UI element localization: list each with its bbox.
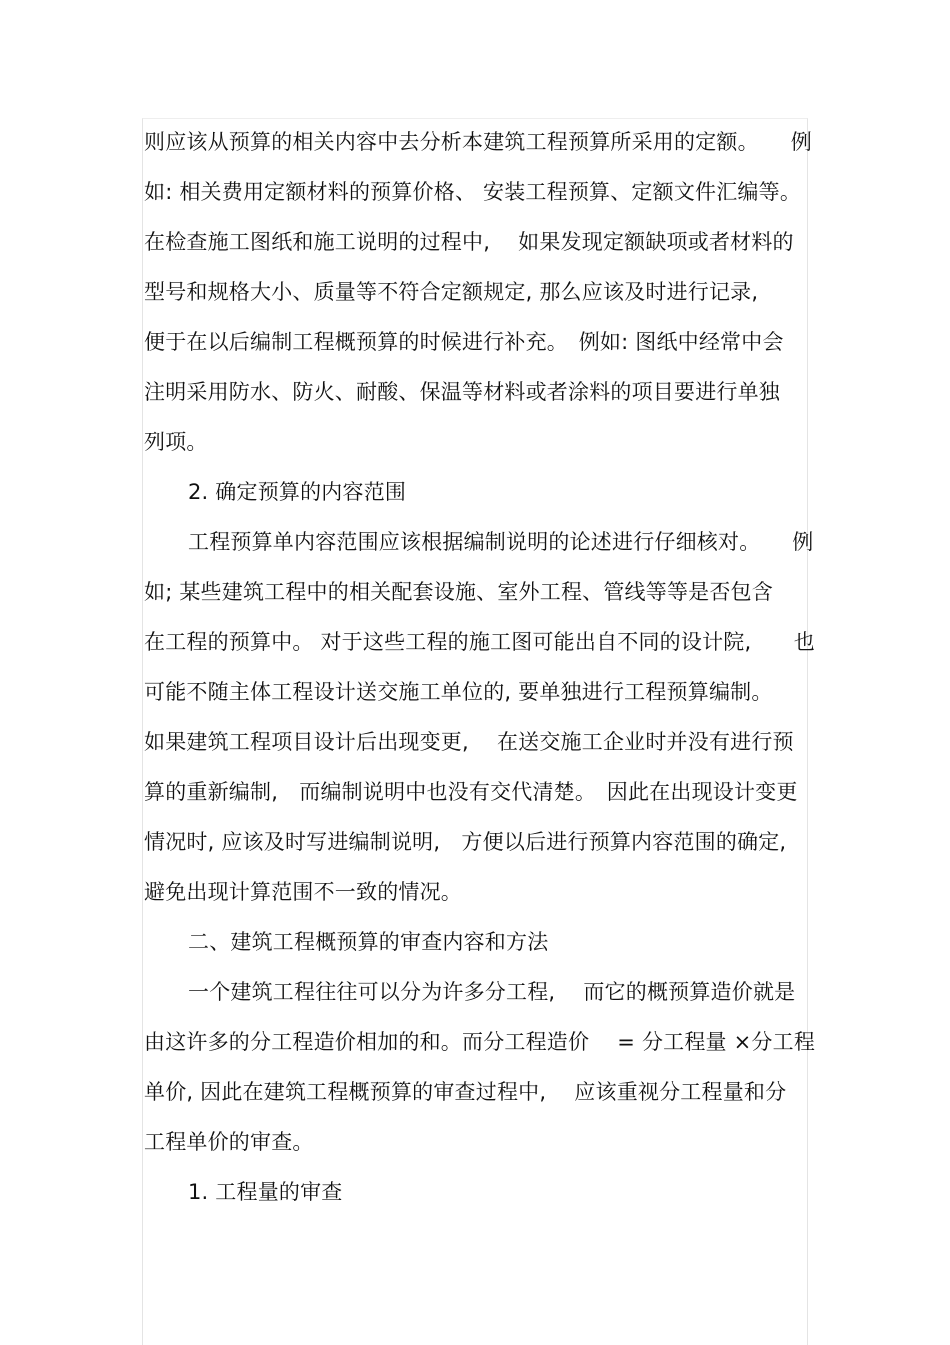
section-heading: 二、建筑工程概预算的审查内容和方法 bbox=[188, 930, 549, 954]
paragraph-line: 情况时, 应该及时写进编制说明, 方便以后进行预算内容范围的确定, bbox=[144, 830, 787, 854]
paragraph-line: 如果建筑工程项目设计后出现变更, 在送交施工企业时并没有进行预 bbox=[144, 730, 794, 754]
paragraph-line: 如: 相关费用定额材料的预算价格、 安装工程预算、定额文件汇编等。 bbox=[144, 180, 802, 204]
paragraph-line: 型号和规格大小、质量等不符合定额规定, 那么应该及时进行记录, bbox=[144, 280, 759, 304]
section-heading: 2. 确定预算的内容范围 bbox=[188, 480, 407, 504]
paragraph-line: 列项。 bbox=[144, 430, 208, 454]
section-heading: 1. 工程量的审查 bbox=[188, 1180, 343, 1204]
document-body bbox=[144, 117, 816, 1217]
paragraph-line: 在工程的预算中。 对于这些工程的施工图可能出自不同的设计院, 也 bbox=[144, 630, 815, 654]
paragraph-line: 便于在以后编制工程概预算的时候进行补充。 例如: 图纸中经常中会 bbox=[144, 330, 784, 354]
paragraph-line: 算的重新编制, 而编制说明中也没有交代清楚。 因此在出现设计变更 bbox=[144, 780, 798, 804]
paragraph-line: 在检查施工图纸和施工说明的过程中, 如果发现定额缺项或者材料的 bbox=[144, 230, 794, 254]
paragraph-line: 工程预算单内容范围应该根据编制说明的论述进行仔细核对。 例 bbox=[188, 530, 814, 554]
paragraph-line: 一个建筑工程往往可以分为许多分工程, 而它的概预算造价就是 bbox=[188, 980, 796, 1004]
paragraph-line: 单价, 因此在建筑工程概预算的审查过程中, 应该重视分工程量和分 bbox=[144, 1080, 787, 1104]
paragraph-line: 由这许多的分工程造价相加的和。而分工程造价 = 分工程量 ×分工程 bbox=[144, 1030, 816, 1054]
paragraph-line: 则应该从预算的相关内容中去分析本建筑工程预算所采用的定额。 例 bbox=[144, 130, 812, 154]
paragraph-line: 可能不随主体工程设计送交施工单位的, 要单独进行工程预算编制。 bbox=[144, 680, 773, 704]
paragraph-line: 注明采用防水、防火、耐酸、保温等材料或者涂料的项目要进行单独 bbox=[144, 380, 780, 404]
paragraph-line: 工程单价的审查。 bbox=[144, 1130, 314, 1154]
paragraph-line: 如; 某些建筑工程中的相关配套设施、室外工程、管线等等是否包含 bbox=[144, 580, 773, 604]
paragraph-line: 避免出现计算范围不一致的情况。 bbox=[144, 880, 462, 904]
